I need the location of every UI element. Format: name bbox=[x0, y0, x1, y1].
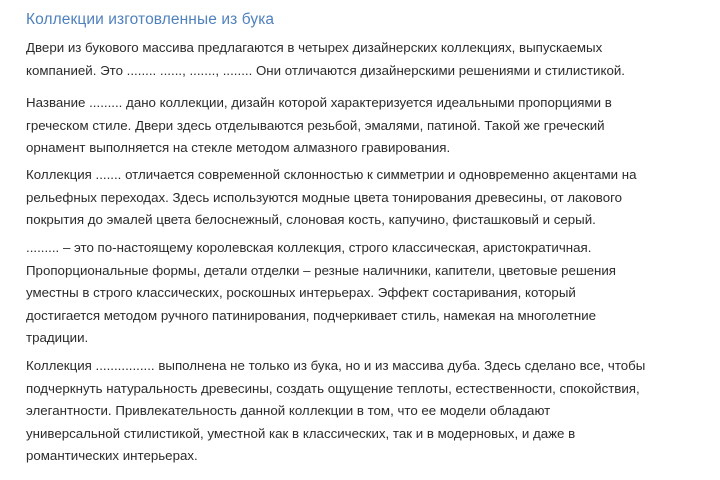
document-heading: Коллекции изготовленные из бука bbox=[26, 11, 275, 28]
paragraph-line: компанией. Это ........ ......, ......., ........ Они отличаются дизайнерскими решениями и стилистикой. bbox=[26, 62, 625, 78]
paragraph-line: Коллекция ....... отличается современной склонностью к симметрии и одновременно акцентами на bbox=[26, 167, 637, 182]
paragraph-5 bbox=[26, 355, 706, 468]
paragraph-line: Коллекция ................ выполнена не только из бука, но и из массива дуба. Здесь сделано все, чтобы bbox=[26, 358, 646, 373]
paragraph-line: покрытия до эмалей цвета белоснежный, слоновая кость, капучино, фисташковый и серый. bbox=[26, 212, 596, 227]
paragraph-line: ......... – это по-настоящему королевская коллекция, строго классическая, аристократичная. bbox=[26, 240, 592, 255]
paragraph-line: рельефных переходах. Здесь используются модные цвета тонирования древесины, от лакового bbox=[26, 189, 623, 205]
paragraph-line: уместны в строго классических, роскошных интерьерах. Эффект состаривания, который bbox=[26, 285, 576, 300]
paragraph-line: традиции. bbox=[26, 330, 89, 345]
paragraph-line: Двери из букового массива предлагаются в четырех дизайнерских коллекциях, выпускаемых bbox=[26, 40, 603, 55]
paragraph-line: Название ......... дано коллекции, дизайн которой характеризуется идеальными пропорциями в bbox=[26, 95, 612, 110]
paragraph-line: элегантности. Привлекательность данной коллекции в том, что ее модели обладают bbox=[26, 403, 551, 418]
paragraph-line: романтических интерьерах. bbox=[26, 448, 198, 463]
paragraph-line: универсальной стилистикой, уместной как в классических, так и в модерновых, и даже в bbox=[26, 425, 576, 441]
paragraph-line: орнамент выполняется на стекле методом алмазного гравирования. bbox=[26, 140, 451, 155]
paragraph-line: Пропорциональные формы, детали отделки – резные наличники, капители, цветовые решения bbox=[26, 262, 616, 278]
paragraph-4 bbox=[26, 237, 706, 350]
paragraph-line: подчеркнуть натуральность древесины, создать ощущение теплоты, естественности, спокойствия, bbox=[26, 380, 640, 396]
paragraph-3 bbox=[26, 164, 706, 232]
paragraph-1 bbox=[26, 37, 706, 82]
paragraph-line: греческом стиле. Двери здесь отделываются резьбой, эмалями, патиной. Такой же греческий bbox=[26, 117, 605, 133]
paragraph-line: достигается методом ручного патинирования, подчеркивает стиль, намекая на многолетние bbox=[26, 307, 597, 323]
paragraph-2 bbox=[26, 92, 706, 160]
